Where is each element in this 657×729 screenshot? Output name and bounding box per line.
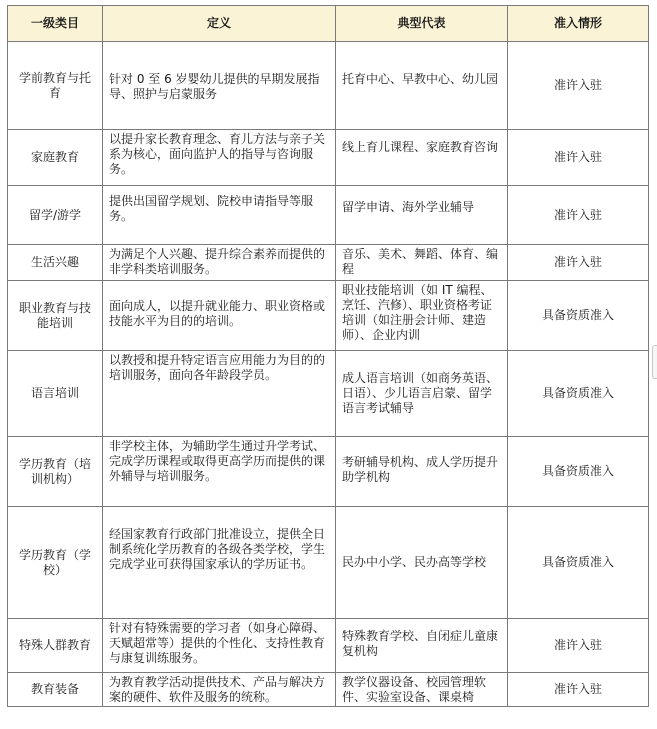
header-row [8,6,649,42]
definition-cell: 以教授和提升特定语言应用能力为目的的培训服务，面向各年龄段学员。 [103,351,336,437]
category-cell: 家庭教育 [8,130,103,186]
access-cell: 准许入驻 [508,619,649,673]
table-row [8,437,649,507]
header-access: 准入情形 [508,6,649,42]
table-row [8,186,649,245]
definition-cell: 以提升家长教育理念、育儿方法与亲子关系为核心，面向监护人的指导与咨询服务。 [103,130,336,186]
category-cell: 学历教育（培训机构） [8,437,103,507]
header-examples: 典型代表 [336,6,508,42]
examples-cell: 民办中小学、民办高等学校 [336,507,508,619]
category-cell: 职业教育与技能培训 [8,281,103,351]
table-row [8,673,649,707]
table-row [8,245,649,281]
header-category: 一级类目 [8,6,103,42]
table-row [8,351,649,437]
access-cell: 具备资质准入 [508,437,649,507]
table-row [8,507,649,619]
category-cell: 语言培训 [8,351,103,437]
access-cell: 准许入驻 [508,186,649,245]
access-cell: 准许入驻 [508,130,649,186]
examples-cell: 托育中心、早教中心、幼儿园 [336,42,508,130]
definition-cell: 非学校主体，为辅助学生通过升学考试、完成学历课程或取得更高学历而提供的课外辅导与培训服务。 [103,437,336,507]
examples-cell: 考研辅导机构、成人学历提升助学机构 [336,437,508,507]
access-cell: 具备资质准入 [508,351,649,437]
examples-cell: 特殊教育学校、自闭症儿童康复机构 [336,619,508,673]
table-row [8,619,649,673]
category-cell: 学历教育（学校） [8,507,103,619]
category-cell: 教育装备 [8,673,103,707]
examples-cell: 线上育儿课程、家庭教育咨询 [336,130,508,186]
access-cell: 具备资质准入 [508,507,649,619]
definition-cell: 针对有特殊需要的学习者（如身心障碍、天赋超常等）提供的个性化、支持性教育与康复训练服务。 [103,619,336,673]
definition-cell: 经国家教育行政部门批准设立，提供全日制系统化学历教育的各级各类学校，学生完成学业可获得国家承认的学历证书。 [103,507,336,619]
definition-cell: 针对 0 至 6 岁婴幼儿提供的早期发展指导、照护与启蒙服务 [103,42,336,130]
definition-cell: 提供出国留学规划、院校申请指导等服务。 [103,186,336,245]
examples-cell: 音乐、美术、舞蹈、体育、编程 [336,245,508,281]
table-row [8,130,649,186]
access-cell: 准许入驻 [508,673,649,707]
category-table [7,5,649,707]
category-cell: 特殊人群教育 [8,619,103,673]
examples-cell: 成人语言培训（如商务英语、日语）、少儿语言启蒙、留学语言考试辅导 [336,351,508,437]
header-definition: 定义 [103,6,336,42]
access-cell: 准许入驻 [508,245,649,281]
category-cell: 生活兴趣 [8,245,103,281]
examples-cell: 职业技能培训（如 IT 编程、烹饪、汽修）、职业资格考证培训（如注册会计师、建造师）、企业内训 [336,281,508,351]
access-cell: 准许入驻 [508,42,649,130]
definition-cell: 为满足个人兴趣、提升综合素养而提供的非学科类培训服务。 [103,245,336,281]
definition-cell: 为教育教学活动提供技术、产品与解决方案的硬件、软件及服务的统称。 [103,673,336,707]
table-row [8,42,649,130]
category-cell: 学前教育与托育 [8,42,103,130]
access-cell: 具备资质准入 [508,281,649,351]
category-cell: 留学/游学 [8,186,103,245]
examples-cell: 教学仪器设备、校园管理软件、实验室设备、课桌椅 [336,673,508,707]
examples-cell: 留学申请、海外学业辅导 [336,186,508,245]
side-scroll-tab[interactable] [652,345,657,379]
definition-cell: 面向成人，以提升就业能力、职业资格或技能水平为目的的培训。 [103,281,336,351]
table-row [8,281,649,351]
